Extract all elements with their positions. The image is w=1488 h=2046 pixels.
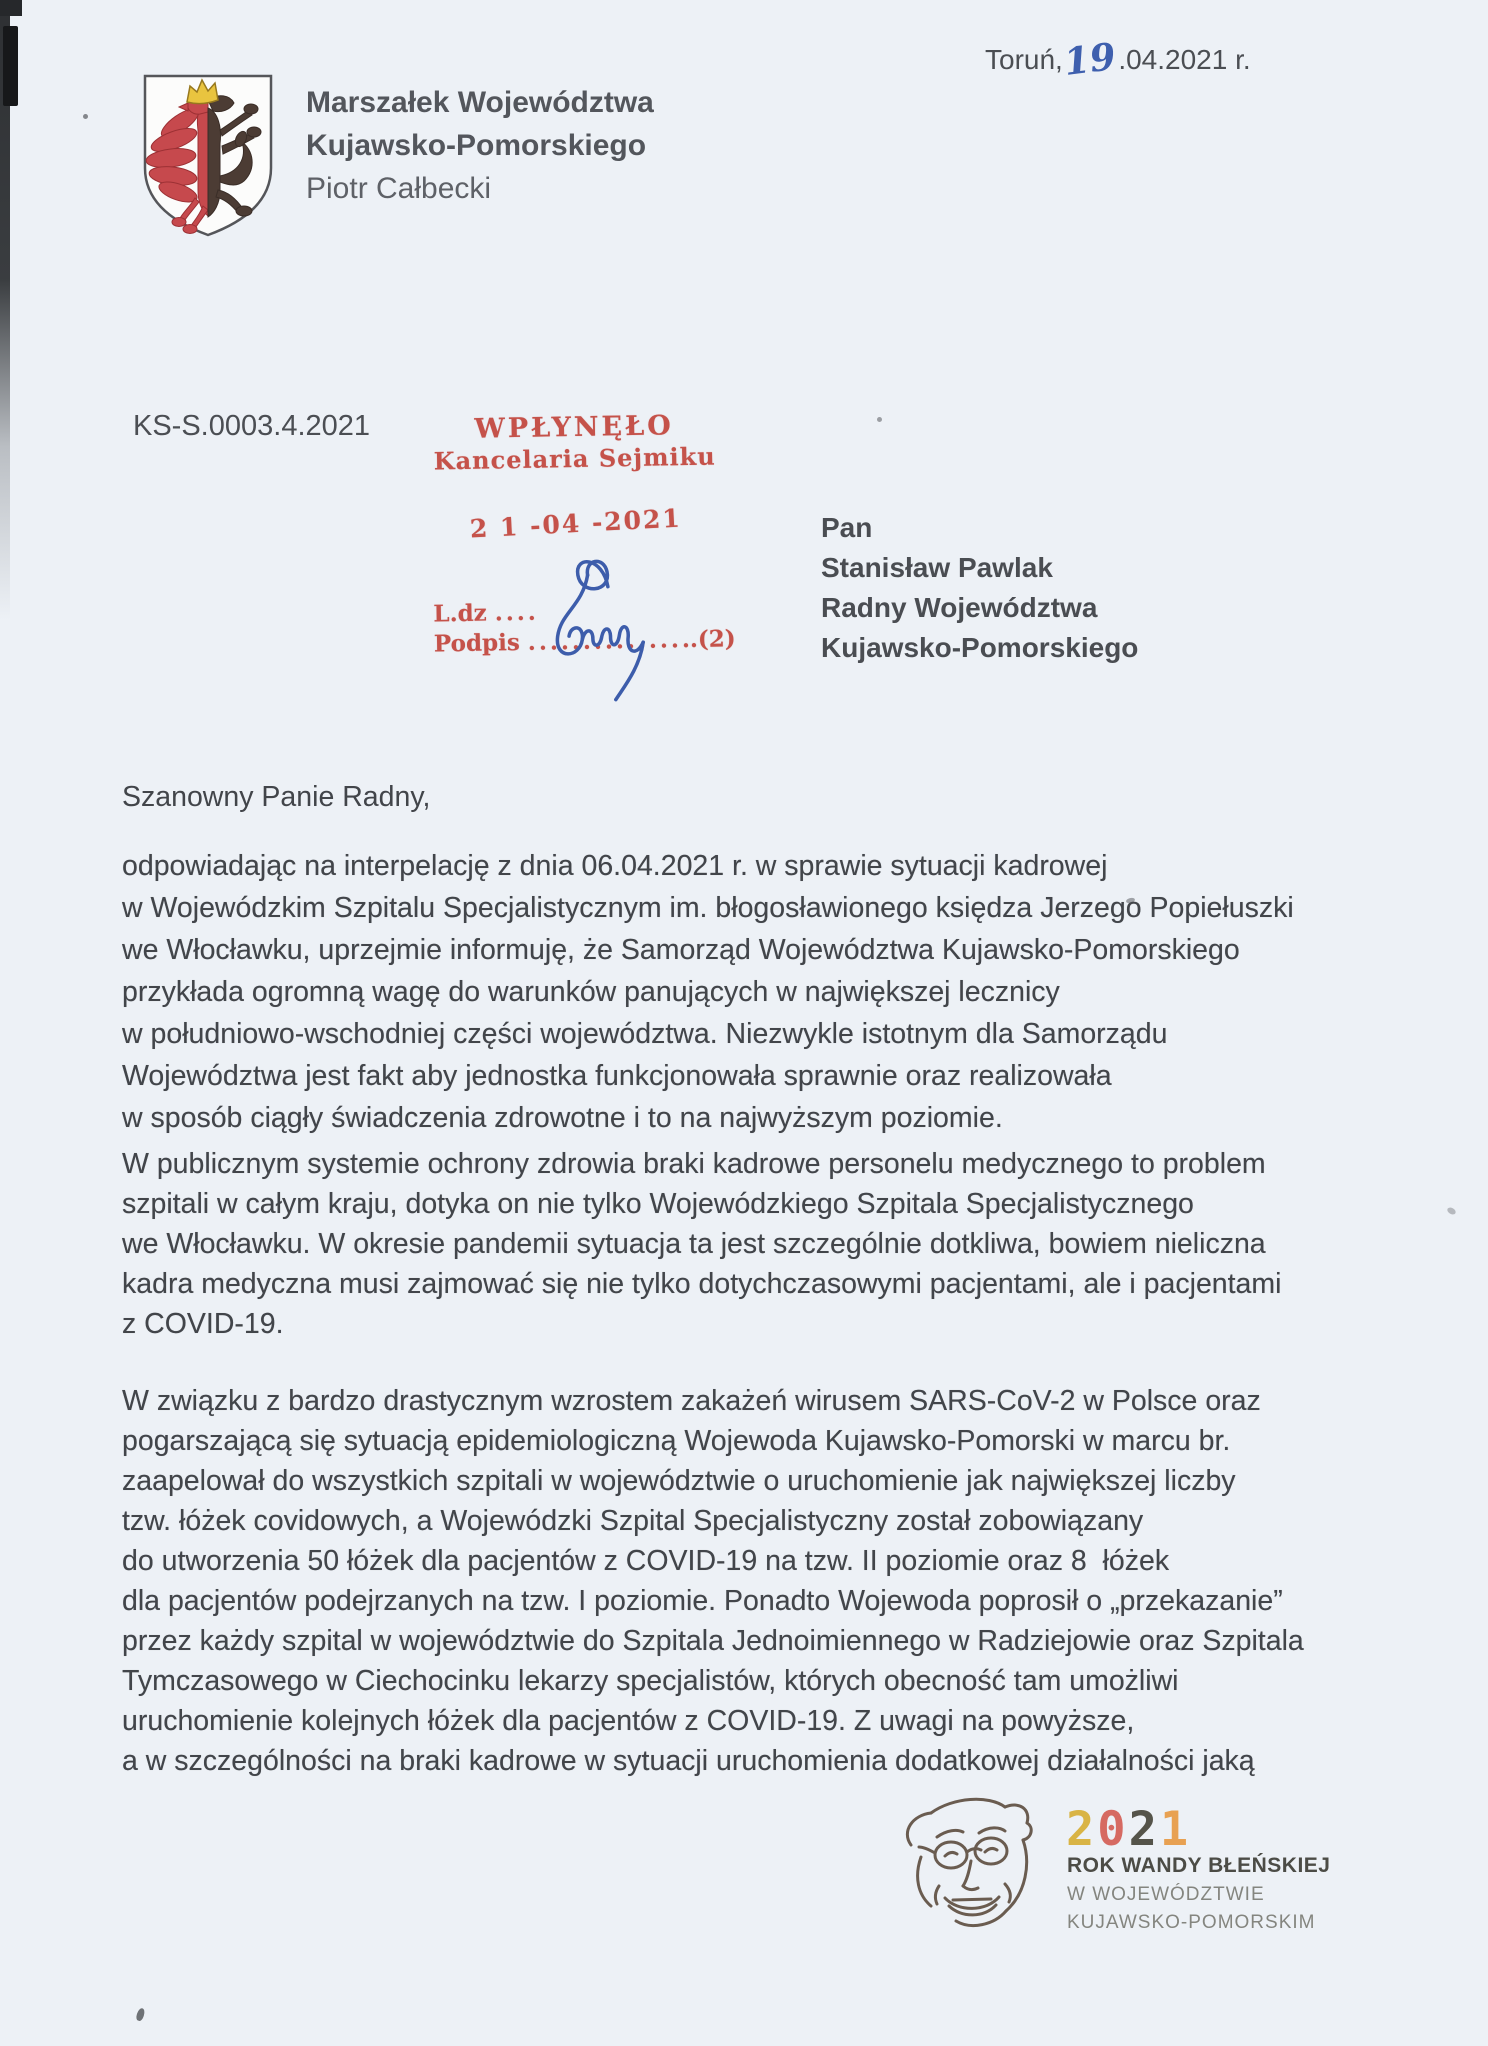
paragraph bbox=[122, 1148, 1281, 1348]
recipient-block bbox=[821, 512, 1138, 672]
stamp-ldz-line bbox=[433, 599, 539, 628]
year-digit: 1 bbox=[1159, 1802, 1192, 1857]
recipient-line: Radny Województwa bbox=[821, 592, 1098, 623]
text-line: we Włocławku, uprzejmie informuję, że Samorząd Województwa Kujawsko-Pomorskiego bbox=[122, 934, 1240, 966]
sender-name: Piotr Całbecki bbox=[306, 172, 492, 205]
text-line: w Wojewódzkim Szpitalu Specjalistycznym im. błogosławionego księdza Jerzego Popiełuszki bbox=[122, 892, 1294, 924]
text-line: odpowiadając na interpelację z dnia 06.04.2021 r. w sprawie sytuacji kadrowej bbox=[122, 850, 1108, 882]
text-line: tzw. łóżek covidowych, a Wojewódzki Szpital Specjalistyczny został zobowiązany bbox=[122, 1505, 1144, 1537]
stamp-title: WPŁYNĘŁO bbox=[474, 410, 675, 445]
text-line: przez każdy szpital w województwie do Szpitala Jednoimiennego w Radziejowie oraz Szpitala bbox=[122, 1625, 1304, 1657]
receipt-stamp bbox=[424, 409, 736, 658]
sender-title-line: Kujawsko-Pomorskiego bbox=[306, 129, 647, 162]
stamp-date: 2 1 -04 -2021 bbox=[469, 503, 683, 544]
signature-ink-icon bbox=[532, 543, 682, 713]
stamp-dotted-line: .............. bbox=[527, 626, 683, 656]
reference-number: KS-S.0003.4.2021 bbox=[133, 410, 371, 442]
text-line: we Włocławku. W okresie pandemii sytuacja ta jest szczególnie dotkliwa, bowiem nieliczna bbox=[122, 1228, 1266, 1260]
scan-speck bbox=[135, 2007, 146, 2022]
footer-campaign-subtitle: W WOJEWÓDZTWIE bbox=[1067, 1884, 1265, 1905]
text-line: Województwa jest fakt aby jednostka funkcjonowała sprawnie oraz realizowała bbox=[122, 1060, 1112, 1092]
text-line: uruchomienie kolejnych łóżek dla pacjentów z COVID-19. Z uwagi na powyższe, bbox=[122, 1705, 1135, 1737]
recipient-line: Stanisław Pawlak bbox=[821, 552, 1053, 583]
stamp-podpis-suffix: ..(2) bbox=[681, 625, 736, 654]
footer-campaign-region: KUJAWSKO-POMORSKIM bbox=[1067, 1912, 1316, 1933]
year-digit: 2 bbox=[1066, 1802, 1098, 1857]
text-line: pogarszającą się sytuacją epidemiologiczną Wojewoda Kujawsko-Pomorski w marcu br. bbox=[122, 1425, 1231, 1457]
sender-block bbox=[306, 86, 654, 215]
recipient-line: Pan bbox=[821, 512, 873, 543]
paragraph bbox=[122, 1385, 1304, 1785]
salutation: Szanowny Panie Radny, bbox=[122, 781, 431, 813]
footer-campaign-title: ROK WANDY BŁEŃSKIEJ bbox=[1067, 1854, 1331, 1877]
year-digit: 2 bbox=[1128, 1802, 1160, 1857]
stamp-podpis-label: Podpis bbox=[433, 628, 521, 658]
text-line: do utworzenia 50 łóżek dla pacjentów z COVID-19 na tzw. II poziomie oraz 8 łóżek bbox=[122, 1545, 1170, 1577]
handwritten-day: 19 bbox=[1061, 34, 1118, 84]
text-line: szpitali w całym kraju, dotyka on nie tylko Wojewódzkiego Szpitala Specjalistycznego bbox=[122, 1188, 1194, 1220]
recipient-line: Kujawsko-Pomorskiego bbox=[821, 632, 1139, 663]
coat-of-arms-icon bbox=[137, 70, 279, 247]
text-line: kadra medyczna musi zajmować się nie tylko dotychczasowymi pacjentami, ale i pacjentami bbox=[122, 1268, 1282, 1300]
scan-edge-artifact bbox=[3, 26, 18, 106]
text-line: zaapelował do wszystkich szpitali w województwie o uruchomienie jak największej liczby bbox=[122, 1465, 1236, 1497]
year-digit: 0 bbox=[1097, 1802, 1129, 1857]
text-line: a w szczególności na braki kadrowe w sytuacji uruchomienia dodatkowej działalności jaką bbox=[122, 1745, 1255, 1777]
text-line: W związku z bardzo drastycznym wzrostem zakażeń wirusem SARS-CoV-2 w Polsce oraz bbox=[122, 1385, 1261, 1417]
scan-edge-artifact bbox=[0, 0, 22, 16]
text-line: Tymczasowego w Ciechocinku lekarzy specjalistów, których obecność tam umożliwi bbox=[122, 1665, 1179, 1697]
text-line: w południowo-wschodniej części województwa. Niezwykle istotnym dla Samorządu bbox=[122, 1018, 1168, 1050]
stamp-office: Kancelaria Sejmiku bbox=[433, 441, 716, 476]
sender-title-line: Marszałek Województwa bbox=[306, 86, 654, 119]
letter-date bbox=[985, 34, 1251, 84]
text-line: przykłada ogromną wagę do warunków panujących w największej lecznicy bbox=[122, 976, 1060, 1008]
date-rest: .04.2021 r. bbox=[1118, 44, 1251, 75]
paragraph bbox=[122, 850, 1294, 1144]
stamp-ldz-label: L.dz bbox=[433, 599, 487, 628]
scan-speck bbox=[83, 114, 88, 119]
scan-speck bbox=[877, 417, 882, 422]
text-line: W publicznym systemie ochrony zdrowia braki kadrowe personelu medycznego to problem bbox=[122, 1148, 1266, 1180]
portrait-sketch-icon bbox=[893, 1793, 1053, 1948]
text-line: z COVID-19. bbox=[122, 1308, 284, 1340]
footer-year bbox=[1066, 1802, 1191, 1857]
scan-speck bbox=[1446, 1206, 1457, 1216]
text-line: dla pacjentów podejrzanych na tzw. I poziomie. Ponadto Wojewoda poprosił o „przekazanie” bbox=[122, 1585, 1283, 1617]
date-place: Toruń, bbox=[985, 44, 1063, 75]
stamp-dotted-line: .... bbox=[494, 598, 539, 627]
text-line: w sposób ciągły świadczenia zdrowotne i to na najwyższym poziomie. bbox=[122, 1102, 1003, 1134]
